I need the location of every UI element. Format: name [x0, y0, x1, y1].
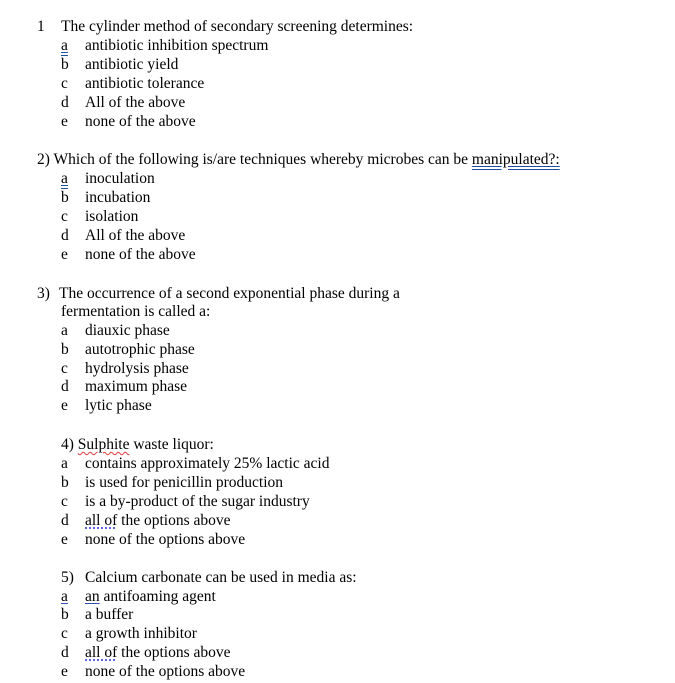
- question-text: Calcium carbonate can be used in media as:: [85, 569, 357, 586]
- question-4-stem: [61, 435, 214, 454]
- option-text: autotrophic phase: [85, 341, 195, 358]
- option-3d: [61, 377, 187, 396]
- option-letter: c: [61, 493, 68, 510]
- question-text-marked: Sulphite: [77, 436, 130, 453]
- option-letter: e: [61, 663, 68, 680]
- option-text: incubation: [85, 189, 151, 206]
- question-5-stem: [61, 568, 357, 587]
- option-1c: [61, 74, 204, 93]
- option-3e: [61, 396, 152, 415]
- option-text: All of the above: [85, 94, 186, 111]
- question-text: The occurrence of a second exponential phase during a: [59, 285, 400, 302]
- option-letter: e: [61, 246, 68, 263]
- option-4a: [61, 454, 329, 473]
- question-number: 3): [37, 285, 50, 302]
- option-letter: b: [61, 474, 69, 491]
- option-text: diauxic phase: [85, 322, 170, 339]
- option-letter: a: [61, 455, 68, 472]
- option-text: the options above: [121, 512, 231, 529]
- option-text-marked: all of: [85, 644, 118, 661]
- option-text: is used for penicillin production: [85, 474, 284, 491]
- question-number: 2): [37, 151, 50, 168]
- option-letter: a: [61, 322, 68, 339]
- option-4b: [61, 473, 283, 492]
- option-letter: d: [61, 227, 69, 244]
- option-letter: d: [61, 378, 69, 395]
- option-text: a buffer: [85, 606, 134, 623]
- option-letter: e: [61, 113, 68, 130]
- option-5a: [61, 587, 216, 606]
- option-text: All of the above: [85, 227, 186, 244]
- option-text: isolation: [85, 208, 139, 225]
- option-letter: e: [61, 531, 68, 548]
- option-letter: a: [61, 588, 68, 605]
- option-letter: d: [61, 512, 69, 529]
- option-letter: d: [61, 644, 69, 661]
- option-1b: [61, 55, 178, 74]
- option-letter: c: [61, 208, 68, 225]
- option-letter: c: [61, 75, 68, 92]
- option-letter: c: [61, 625, 68, 642]
- option-text: antifoaming agent: [103, 588, 216, 605]
- option-text-marked: all of: [85, 512, 118, 529]
- option-3a: [61, 321, 170, 340]
- option-text: the options above: [121, 644, 231, 661]
- option-letter: a: [61, 170, 68, 187]
- option-2b: [61, 188, 150, 207]
- question-3-stem: [37, 284, 400, 303]
- option-text: a growth inhibitor: [85, 625, 197, 642]
- question-text: waste liquor:: [133, 436, 214, 453]
- option-text: antibiotic tolerance: [85, 75, 205, 92]
- option-5c: [61, 624, 197, 643]
- option-letter: b: [61, 341, 69, 358]
- option-letter: b: [61, 189, 69, 206]
- option-letter: e: [61, 397, 68, 414]
- option-text: is a by-product of the sugar industry: [85, 493, 310, 510]
- option-4c: [61, 492, 310, 511]
- option-letter: b: [61, 606, 69, 623]
- option-2c: [61, 207, 138, 226]
- question-number: 1: [37, 18, 45, 35]
- option-text: contains approximately 25% lactic acid: [85, 455, 330, 472]
- option-text: antibiotic inhibition spectrum: [85, 37, 269, 54]
- option-letter: d: [61, 94, 69, 111]
- question-number: 4): [61, 436, 74, 453]
- option-text: hydrolysis phase: [85, 360, 189, 377]
- option-text: none of the above: [85, 113, 196, 130]
- option-text: antibiotic yield: [85, 56, 179, 73]
- option-1d: [61, 93, 185, 112]
- option-text: maximum phase: [85, 378, 188, 395]
- option-2e: [61, 245, 196, 264]
- option-text: none of the options above: [85, 663, 246, 680]
- question-text: Which of the following is/are techniques whereby microbes can be: [53, 151, 469, 168]
- option-text: lytic phase: [85, 397, 152, 414]
- option-3c: [61, 359, 189, 378]
- question-number: 5): [61, 569, 74, 586]
- option-5b: [61, 605, 133, 624]
- option-4e: [61, 530, 245, 549]
- option-2d: [61, 226, 185, 245]
- option-letter: b: [61, 56, 69, 73]
- option-4d: [61, 511, 231, 530]
- question-1-stem: [37, 17, 413, 36]
- option-text-marked: an: [85, 588, 100, 605]
- option-text: inoculation: [85, 170, 155, 187]
- question-text: The cylinder method of secondary screening determines:: [61, 18, 414, 35]
- question-3-stem-continued: [61, 302, 210, 321]
- option-5d: [61, 643, 231, 662]
- option-3b: [61, 340, 195, 359]
- question-text-marked: manipulated?:: [471, 151, 560, 168]
- option-text: none of the options above: [85, 531, 246, 548]
- question-text: fermentation is called a:: [61, 303, 211, 320]
- option-1e: [61, 112, 196, 131]
- option-text: none of the above: [85, 246, 196, 263]
- option-letter: c: [61, 360, 68, 377]
- option-letter: a: [61, 37, 68, 54]
- question-2-stem: [37, 150, 560, 169]
- option-1a: [61, 36, 268, 55]
- option-5e: [61, 662, 245, 681]
- option-2a: [61, 169, 155, 188]
